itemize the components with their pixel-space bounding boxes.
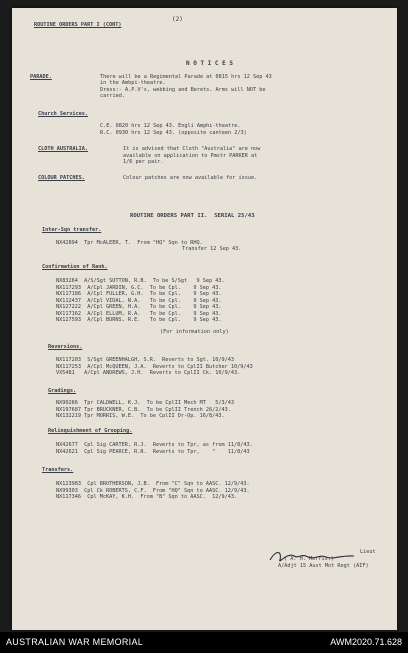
patches-label: COLOUR PATCHES. — [38, 175, 85, 181]
footer-bar — [0, 632, 408, 653]
document-page — [12, 8, 397, 630]
header-part1: ROUTINE ORDERS PART I (CONT) — [34, 22, 122, 28]
confirm-row: NX117186 A/Cpl FULLER, G.H. To be Cpl. 9 Sep 43. — [56, 291, 222, 297]
gradings-heading: Gradings. — [48, 388, 77, 394]
grading-row: NX132219 Tpr MORRIS, W.E. To be CplII Dr-Op. 16/8/43. — [56, 413, 225, 419]
confirm-row: NX112437 A/Cpl VIDAL, N.A. To be Cpl. 9 Sep 43. — [56, 298, 222, 304]
notices-title: N O T I C E S — [186, 60, 233, 67]
parade-label: PARADE. — [30, 74, 52, 80]
signature-title: A/Adjt 15 Aust Mot Regt (AIF) — [278, 563, 369, 569]
church-line-2: R.C. 0930 hrs 12 Sep 43. (opposite canteen 2/3) — [100, 130, 247, 136]
intersqn-line-1: NX42894 Tpr McALEER, T. From "HQ" Sqn to RHQ. — [56, 240, 203, 246]
cloth-line-2: available on application to Pmstr PARKER at — [123, 153, 258, 159]
transfer-row: NX99303 Cpl Ck ROBERTS, C.F. From "HQ" Sqn to AASC. 12/9/43. — [56, 488, 250, 494]
reversions-heading: Reversions. — [48, 344, 83, 350]
transfers-heading: Transfers. — [42, 467, 74, 473]
confirm-row: NX117162 A/Cpl ELLUM, R.A. To be Cpl. 9 Sep 43. — [56, 311, 222, 317]
grading-row: NX90266 Tpr CALDWELL, K.J. To be CplII Mech MT 5/3/43 — [56, 400, 235, 406]
transfer-row: NX117346 Cpl McKAY, K.H. From "B" Sqn to AASC. 12/9/43. — [56, 494, 238, 500]
footer-institution: AUSTRALIAN WAR MEMORIAL — [6, 637, 144, 647]
relinquishment-heading: Relinquishment of Grouping. — [48, 428, 133, 434]
relinquishment-row: NX42621 Cpl Sig PEARCE, R.R. Reverts to Tpr, " 11/8/43 — [56, 449, 250, 455]
confirm-heading: Confirmation of Rank. — [42, 264, 108, 270]
reversion-row: NX117253 A/Cpl McQUEEN, J.A. Reverts to CplII Butcher 10/9/43 — [56, 364, 253, 370]
reversion-row: NX117203 S/Sgt GREENHALGH, S.R. Reverts to Sgt. 10/9/43 — [56, 357, 235, 363]
intersqn-heading: Inter-Sqn transfer. — [42, 227, 102, 233]
grading-row: NX197687 Tpr BRUCKNER, C.B. To be CplII Trench 26/2/43. — [56, 407, 231, 413]
parade-line-4: carried. — [100, 93, 125, 99]
cloth-line-1: It is advised that Cloth "Australia" are now — [123, 146, 261, 152]
confirm-row: NX83264 A/S/Sgt SUTTON, R.B. To be S/Sgt 9 Sep 43. — [56, 278, 225, 284]
signature-name: ( A. H. Morris.) — [284, 556, 334, 562]
church-line-1: C.E. 0820 hrs 12 Sep 43. Engli Amphi-theatre. — [100, 123, 241, 129]
parade-line-2: in the Ambpi-theatre. — [100, 80, 166, 86]
footer-catalogue-id: AWM2020.71.628 — [330, 637, 402, 647]
relinquishment-row: NX42677 Cpl Sig CARTER, R.J. Reverts to Tpr, as from 11/8/43. — [56, 442, 253, 448]
part2-title: ROUTINE ORDERS PART II. SERIAL 25/43 — [130, 213, 255, 219]
church-label: Church Services. — [38, 111, 88, 117]
cloth-line-3: 1/6 per pair. — [123, 159, 164, 165]
transfer-row: NX123983 Cpl BROTHERSON, J.B. From "C" Sqn to AASC. 12/9/43. — [56, 481, 250, 487]
parade-line-1: There will be a Regimental Parade at 0815 hrs 12 Sep 43 — [100, 74, 272, 80]
confirm-row: NX127593 A/Cpl BURNS, R.E. To be Cpl. 9 Sep 43. — [56, 317, 222, 323]
confirm-row: NX117293 A/Cpl JARDIN, G.C. To be Cpl. 9 Sep 43. — [56, 285, 222, 291]
cloth-label: CLOTH AUSTRALIA. — [38, 146, 88, 152]
patches-text: Colour patches are now available for issue. — [123, 175, 258, 181]
signature-rank: Lieut — [360, 549, 376, 555]
page-number: (2) — [172, 16, 183, 23]
parade-line-3: Dress:- A.P.V's, webbing and Berets. Arms will NOT be — [100, 87, 266, 93]
confirm-row: NX127222 A/Cpl GREEN, H.A. To be Cpl. 9 Sep 43. — [56, 304, 222, 310]
reversion-row: VX5481 A/Cpl ANDREWS, J.H. Reverts to CplII Ck. 10/9/43. — [56, 370, 241, 376]
info-only-note: (For information only) — [160, 329, 229, 335]
intersqn-line-2: Transfer 12 Sep 43. — [182, 246, 242, 252]
